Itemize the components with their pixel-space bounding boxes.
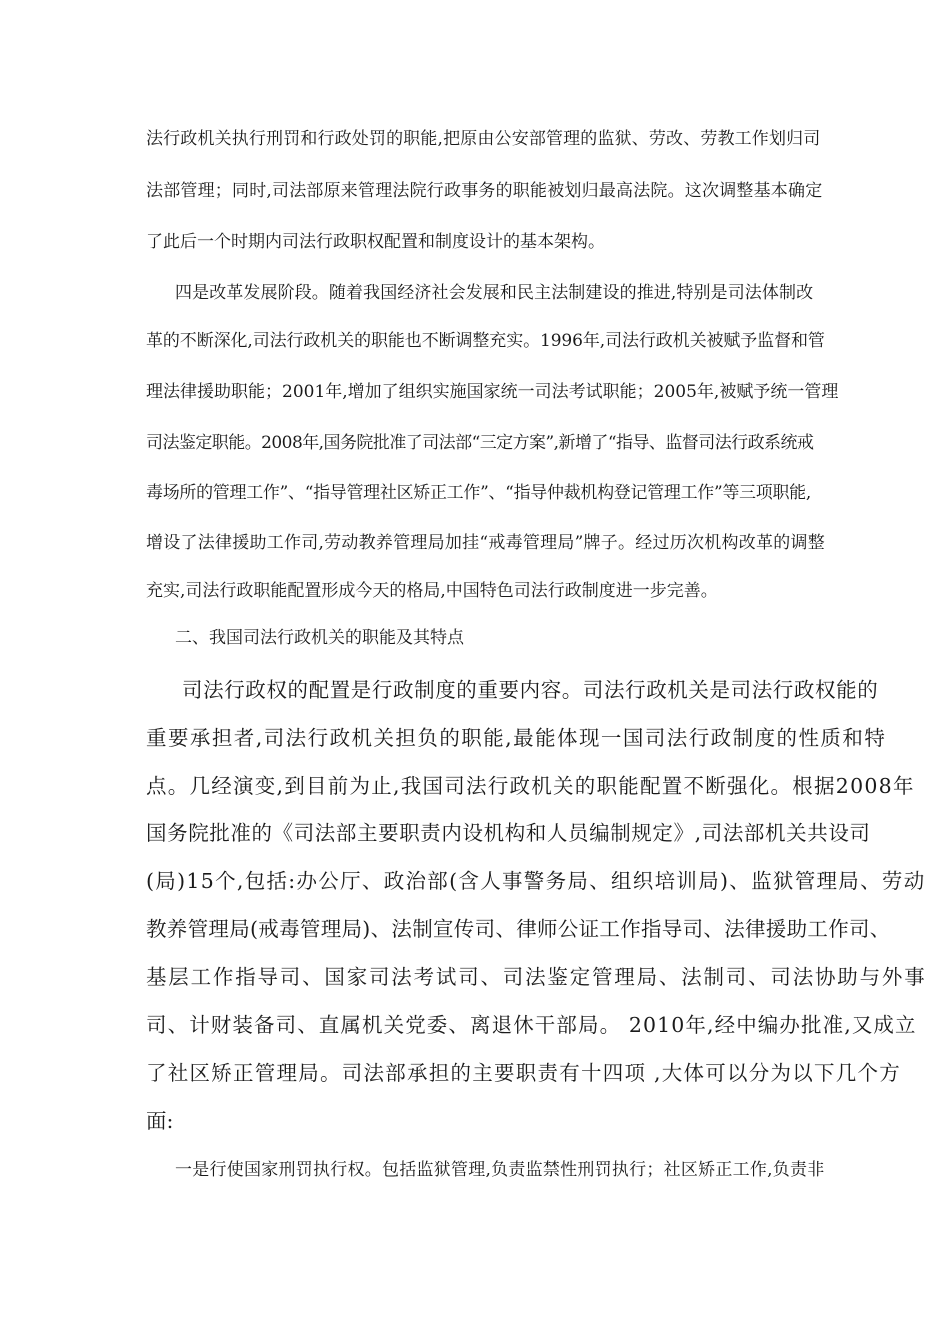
paragraph-line: 基层工作指导司、国家司法考试司、司法鉴定管理局、法制司、司法协助与外事 [146,965,927,989]
paragraph-line: 司法行政权的配置是行政制度的重要内容。司法行政机关是司法行政权能的 [182,678,879,702]
paragraph-line: 司、计财装备司、直属机关党委、离退休干部局。 2010年,经中编办批准,又成立 [146,1013,917,1037]
paragraph-line: 法部管理；同时,司法部原来管理法院行政事务的职能被划归最高法院。这次调整基本确定 [146,181,823,201]
paragraph-line: 革的不断深化,司法行政机关的职能也不断调整充实。1996年,司法行政机关被赋予监督和管 [146,331,825,351]
paragraph-line: 增设了法律援助工作司,劳动教养管理局加挂“戒毒管理局”牌子。经过历次机构改革的调整 [146,533,826,553]
paragraph-line: 重要承担者,司法行政机关担负的职能,最能体现一国司法行政制度的性质和特 [146,726,887,750]
paragraph-line: 点。几经演变,到目前为止,我国司法行政机关的职能配置不断强化。根据2008年 [146,774,915,798]
paragraph-line: 教养管理局(戒毒管理局)、法制宣传司、律师公证工作指导司、法律援助工作司、 [146,917,891,941]
paragraph-line: 四是改革发展阶段。随着我国经济社会发展和民主法制建设的推进,特别是司法体制改 [175,283,814,303]
paragraph-line: 充实,司法行政职能配置形成今天的格局,中国特色司法行政制度进一步完善。 [146,581,718,601]
paragraph-line: 了此后一个时期内司法行政职权配置和制度设计的基本架构。 [146,232,605,252]
paragraph-line: 司法鉴定职能。2008年,国务院批准了司法部“三定方案”,新增了“指导、监督司法行政系统戒 [146,433,814,453]
paragraph-line: (局)15个,包括:办公厅、政治部(含人事警务局、组织培训局)、监狱管理局、劳动 [146,869,926,893]
paragraph-line: 了社区矫正管理局。司法部承担的主要职责有十四项 ,大体可以分为以下几个方 [146,1061,902,1085]
paragraph-line: 面: [146,1109,174,1133]
paragraph-line: 理法律援助职能；2001年,增加了组织实施国家统一司法考试职能；2005年,被赋予统一管理 [146,382,839,402]
paragraph-line: 一是行使国家刑罚执行权。包括监狱管理,负责监禁性刑罚执行；社区矫正工作,负责非 [175,1160,825,1180]
paragraph-line: 法行政机关执行刑罚和行政处罚的职能,把原由公安部管理的监狱、劳改、劳教工作划归司 [146,129,821,149]
section-heading: 二、我国司法行政机关的职能及其特点 [175,628,464,648]
paragraph-line: 毒场所的管理工作”、“指导管理社区矫正工作”、“指导仲裁机构登记管理工作”等三项职能, [146,483,811,503]
paragraph-line: 国务院批准的《司法部主要职责内设机构和人员编制规定》,司法部机关共设司 [146,821,871,845]
